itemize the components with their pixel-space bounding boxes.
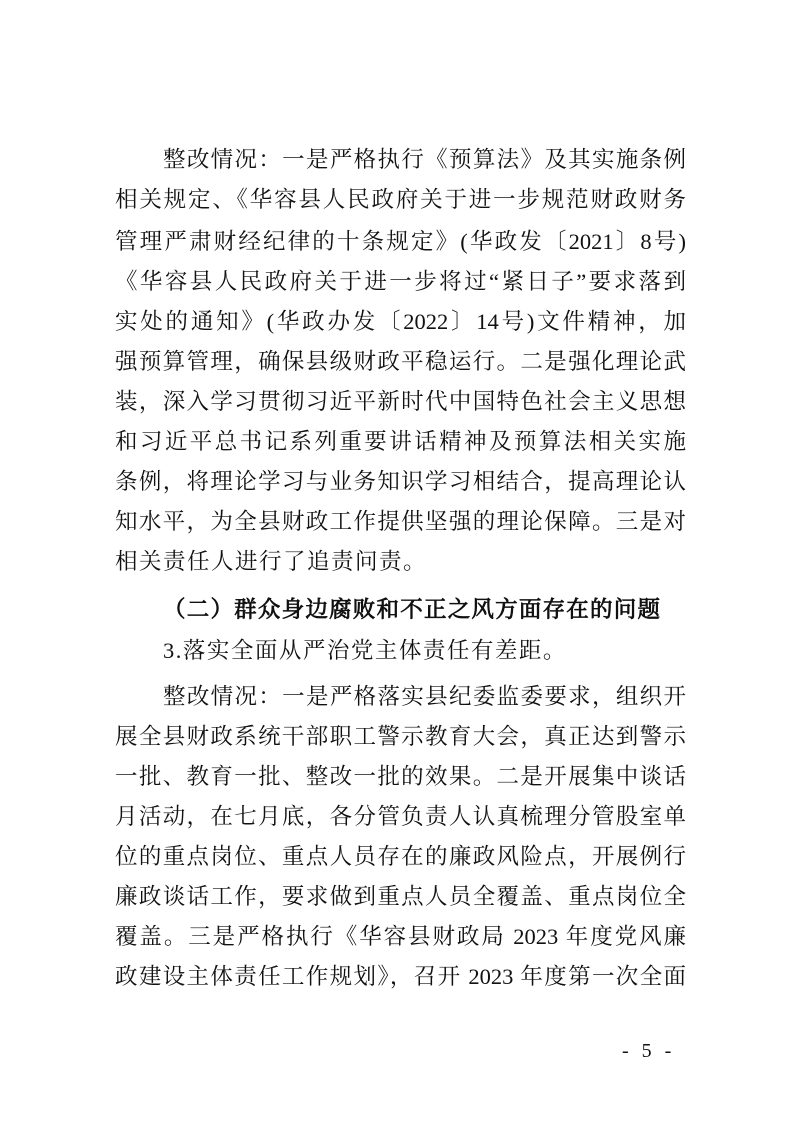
paragraph-line: 相关规定、《华容县人民政府关于进一步规范财政财务 xyxy=(115,187,686,212)
paragraph-line: 一批、教育一批、整改一批的效果。二是开展集中谈话 xyxy=(115,764,686,789)
paragraph-line: 政建设主体责任工作规划》，召开 2023 年度第一次全面 xyxy=(115,964,686,989)
paragraph-line: 相关责任人进行了追责问责。 xyxy=(115,549,428,574)
paragraph-line: 覆盖。三是严格执行《华容县财政局 2023 年度党风廉 xyxy=(115,924,686,949)
paragraph-line: 整改情况：一是严格落实县纪委监委要求，组织开 xyxy=(163,684,686,709)
paragraph-line: 和习近平总书记系列重要讲话精神及预算法相关实施 xyxy=(115,429,686,454)
paragraph-line: 廉政谈话工作，要求做到重点人员全覆盖、重点岗位全 xyxy=(115,884,686,909)
paragraph-line: 整改情况：一是严格执行《预算法》及其实施条例 xyxy=(163,147,686,172)
paragraph-line: 实处的通知》(华政办发〔2022〕14号)文件精神，加 xyxy=(115,309,686,334)
paragraph-line: 知水平，为全县财政工作提供坚强的理论保障。三是对 xyxy=(115,509,686,534)
paragraph-line: 条例，将理论学习与业务知识学习相结合，提高理论认 xyxy=(115,469,686,494)
paragraph-line: 月活动，在七月底，各分管负责人认真梳理分管股室单 xyxy=(115,804,686,829)
paragraph-line: 装，深入学习贯彻习近平新时代中国特色社会主义思想 xyxy=(115,389,686,414)
paragraph-line: 位的重点岗位、重点人员存在的廉政风险点，开展例行 xyxy=(115,844,686,869)
paragraph-line: 强预算管理，确保县级财政平稳运行。二是强化理论武 xyxy=(115,349,686,374)
paragraph-line: 展全县财政系统干部职工警示教育大会，真正达到警示 xyxy=(115,724,686,749)
paragraph-line: 管理严肃财经纪律的十条规定》(华政发〔2021〕8号) xyxy=(115,229,686,254)
page-number: - 5 - xyxy=(622,1040,676,1062)
section-heading: （二）群众身边腐败和不正之风方面存在的问题 xyxy=(163,597,660,622)
item-heading: 3.落实全面从严治党主体责任有差距。 xyxy=(163,638,567,663)
paragraph-line: 《华容县人民政府关于进一步将过“紧日子”要求落到 xyxy=(115,269,686,294)
